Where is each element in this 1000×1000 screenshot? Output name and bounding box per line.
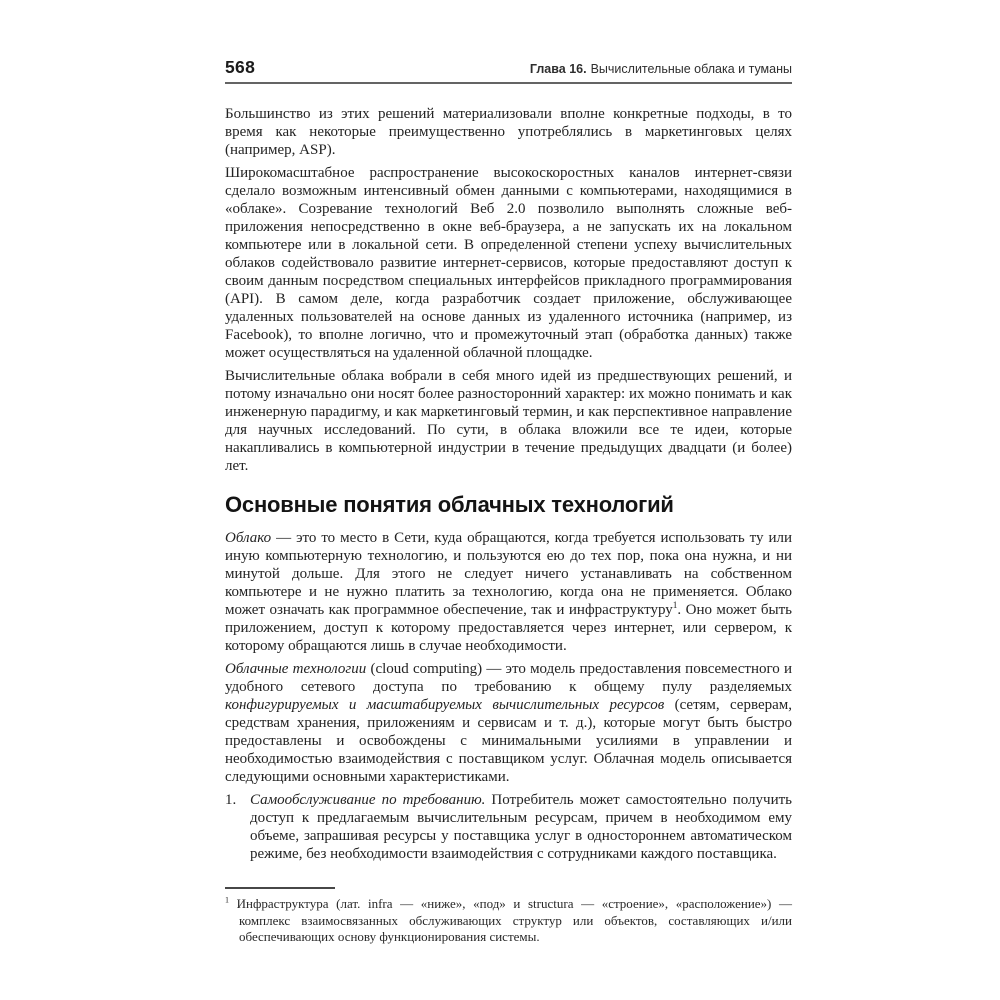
paragraph-cloud-computing-definition: Облачные технологии (cloud computing) — это модель предоставления повсеместного и удобного сетевого доступа по требованию к общему пулу разделяемых конфигурируемых и масштабируемых вычислительных ресурсов (сетям, серверам, средствам хранения, приложениям и сервисам и т. д.), которые могут быть быстро предоставлены и освобождены с минимальными усилиями в управлении и необходимостью взаимодействия с поставщиком услуг. Облачная модель описывается следующими основными характеристиками.: [225, 661, 793, 785]
paragraph-intro-3: Вычислительные облака вобрали в себя много идей из предшествующих решений, и потому изначально они носят более разносторонний характер: их можно понимать и как инженерную парадигму, и как маркетинговый термин, и как перспективное направление для научных исследований. По сути, в облака вложили все те идеи, которые накапливались в компьютерной индустрии в течение предыдущих двадцати (и более) лет.: [225, 368, 792, 474]
paragraph-intro-1: Большинство из этих решений материализовали вполне конкретные подходы, в то время как некоторые преимущественно употреблялись в маркетинговых целях (например, ASP).: [225, 106, 792, 158]
paragraph-cloud-definition: Облако — это то место в Сети, куда обращаются, когда требуется использовать ту или иную компьютерную технологию, и пользуются ею до тех пор, пока она нужна, и ни минутой дольше. Для этого не следует ничего устанавливать на собственном компьютере и не нужно платить за технологию, когда она не применяется. Облако может означать как программное обеспечение, так и инфраструктуру$^1$. Оно может быть приложением, доступ к которому предоставляется через интернет, или сервером, к которому обращаются лишь в случае необходимости.: [225, 530, 792, 654]
list-item-1-text: Самообслуживание по требованию. Потребитель может самостоятельно получить доступ к предлагаемым вычислительным ресурсам, причем в необходимом ему объеме, запрашивая ресурсы у поставщика услуг в одностороннем автоматическом режиме, без необходимости взаимодействия с сотрудниками каждого поставщика.: [250, 792, 792, 862]
footnote: [225, 887, 792, 946]
page-number: 568: [225, 57, 256, 77]
list-item-1: [225, 791, 792, 868]
book-page: [225, 57, 792, 946]
section-heading: Основные понятия облачных технологий: [225, 492, 674, 517]
chapter-title: Вычислительные облака и туманы: [590, 62, 792, 76]
page-body: [225, 105, 792, 946]
page-header: [225, 57, 792, 84]
list-item-1-number: 1.: [225, 792, 237, 808]
footnote-separator-rule: [225, 887, 335, 889]
paragraph-intro-2: Широкомасштабное распространение высокоскоростных каналов интернет-связи сделало возможным интенсивный обмен данными с компьютерами, находящимися в «облаке». Созревание технологий Веб 2.0 позволило выполнять сложные веб-приложения непосредственно в окне веб-браузера, а не запускать их на локальном компьютере или в локальной сети. В определенной степени успеху вычислительных облаков содействовало развитие интернет-сервисов, которые предоставляют доступ к своим данным посредством специальных интерфейсов прикладного программирования (API). В самом деле, когда разработчик создает приложение, обслуживающее удаленных пользователей на основе данных из удаленного источника (например, из Facebook), то вполне логично, что и промежуточный этап (обработка данных) также может осуществляться на удаленной облачной площадке.: [225, 165, 792, 361]
chapter-label: Глава 16.: [529, 62, 587, 76]
footnote-text: $^1$ Инфраструктура (лат. infra — «ниже», «под» и structura — «строение», «расположение») — комплекс взаимосвязанных обслуживающих структур или объектов, составляющих и/или обеспечивающих основу функционирования системы.: [225, 895, 792, 944]
running-head: [530, 62, 792, 76]
